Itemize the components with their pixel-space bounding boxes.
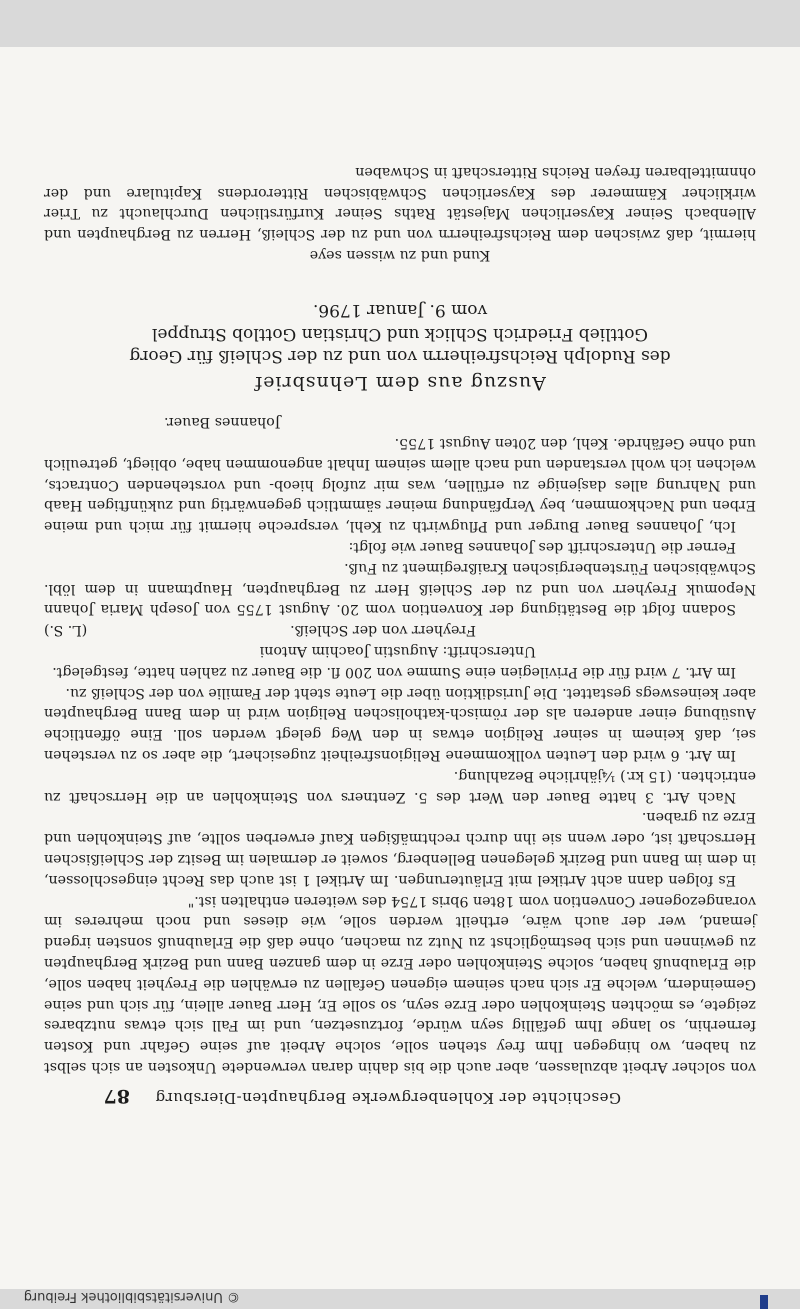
page-number: 87 xyxy=(103,1085,130,1107)
paragraph: Im Art. 6 wird den Leuten vollkommene Religionsfreiheit zugesichert, die aber so zu verstehen sei, daß keinem in seiner Religion etwas in den Weg gelegt werden soll. Eine öffentliche Ausübung einer anderen als der römisch-katholischen Religion wird in dem Bann Berghaupten aber keineswegs gestattet. Die Jurisdiktion über die Leute steht der Familie von der Schleiß zu. xyxy=(44,684,756,764)
section-title: Auszug aus dem Lehnsbrief xyxy=(254,372,546,394)
body-text-lower xyxy=(44,161,756,265)
section-subtitle-line-2: Gottlieb Friedrich Schlick und Christian Gottlob Struppel xyxy=(151,324,649,344)
library-logo-small-icon xyxy=(760,1295,768,1309)
paragraph: Ferner die Unterschrift des Johannes Bauer wie folgt: xyxy=(348,539,736,556)
copyright-notice-secondary: © Universitätsbibliothek Freiburg xyxy=(23,1289,240,1304)
signature-line xyxy=(44,640,756,661)
signature-bauer: Johannes Bauer. xyxy=(164,414,281,431)
viewer-top-bar xyxy=(0,0,800,47)
section-subtitle-line-1: des Rudolph Reichsfreiherrn von und zu der Schleiß für Georg xyxy=(129,346,671,366)
section-intro: Kund und zu wissen seye xyxy=(309,247,491,263)
seal-marker: (L. S.) xyxy=(44,622,88,639)
paragraph: Ich, Johannes Bauer Burger und Pflugwirth zu Kehl, verspreche hiermit für mich und meine Erben und Nachkommen, bey Verpfändung meiner sämmtlich gegenwärtig und zukünftigen Haab und Nahrung alles dasjenige zu erfüllen, was mir zufolg hieob- und vorstehenden Contracts, welchen ich wohl verstanden und nach allem seinem Inhalt angenommen habe, obliegt, getreulich und ohne Gefährde. Kehl, den 20ten August 1755. xyxy=(44,435,756,535)
section-heading xyxy=(44,300,756,394)
paragraph: von solcher Arbeit abzulassen, aber auch die bis dahin daran verwendete Unkosten an sich selbst zu haben, wo hingegen Ihm frey stehen solle, solche Arbeit auf seine Gefahr und Kosten fernerhin, so lange Ihm gefällig seyn würde, fortzusetzen, und im Fall sich etwas nutzbares zeigete, es möchten Steinkohlen oder Erze seyn, so solle Er, Herr Bauer allein, für sich und seine Gemeindern, welche Er sich nach seinem eigenen Gefallen zu erwählen die Freyheit haben solle, die Erlaubnuß haben, solche Steinkohlen oder Erze in dem ganzen Bann und Bezirk Berghaupten zu gewinnen und sich bestmöglichst zu Nutz zu machen, ohne daß die Erlaubnuß sonsten irgend jemand, wer der auch wäre, ertheilt werden solle, wie dieses und noch mehreres im vorangezogener Convention vom 18ten 9bris 1754 des weiteren enthalten ist." xyxy=(44,892,756,1075)
signature-unterschrift: Unterschrift: Augustin Joachim Antoni xyxy=(259,643,536,660)
signature-line xyxy=(44,619,756,640)
paragraph: hiermit, daß zwischen dem Reichsfreiherrn von und zu der Schleiß, Herren zu Berghaupten und Allenbach Seiner Kayserlichen Majestät Raths Seiner Kurfürstlichen Durchlaucht zu Trier wirklicher Kämmerer des Kayserlichen Schwäbischen Ritterordens Kapitulare und der ohnmittelbaren freyen Reichs Ritterschaft in Schwaben xyxy=(44,163,756,243)
body-text-upper xyxy=(44,412,756,1078)
paragraph: Nach Art. 3 hatte Bauer den Wert des 5. Zentners von Steinkohlen an die Herrschaft zu entrichten. (15 kr.) ¼jährliche Bezahlung. xyxy=(44,767,756,805)
viewer-bottom-bar xyxy=(0,1289,800,1309)
section-date: vom 9. Januar 1796. xyxy=(312,300,488,320)
paragraph: Sodann folgt die Bestätigung der Konvention vom 20. August 1755 von Joseph Maria Johann Nepomuk Freyherr von und zu der Schleiß Herr zu Berghaupten, Hauptmann in dem löbl. Schwäbischen Fürstenbergischen Kraißregiment zu Fuß. xyxy=(44,559,756,618)
paragraph: Es folgen dann acht Artikel mit Erläuterungen. Im Artikel 1 ist auch das Recht eingeschlossen, in dem im Bann und Bezirk gelegenen Bellenberg, soweit er dermalen im Besitz der Schleißischen Herrschaft ist, oder wenn sie ihn durch rechtmäßigen Kauf erwerben sollte, auf Steinkohlen und Erze zu graben. xyxy=(44,809,756,888)
signature-freyherr: Freyherr von der Schleiß. xyxy=(290,622,476,639)
paragraph: Im Art. 7 wird für die Privilegien eine Summe von 200 fl. die Bauer zu zahlen hatte, festgelegt. xyxy=(52,663,736,680)
running-head-title: Geschichte der Kohlenbergwerke Berghaupten-Diersburg xyxy=(154,1089,622,1107)
